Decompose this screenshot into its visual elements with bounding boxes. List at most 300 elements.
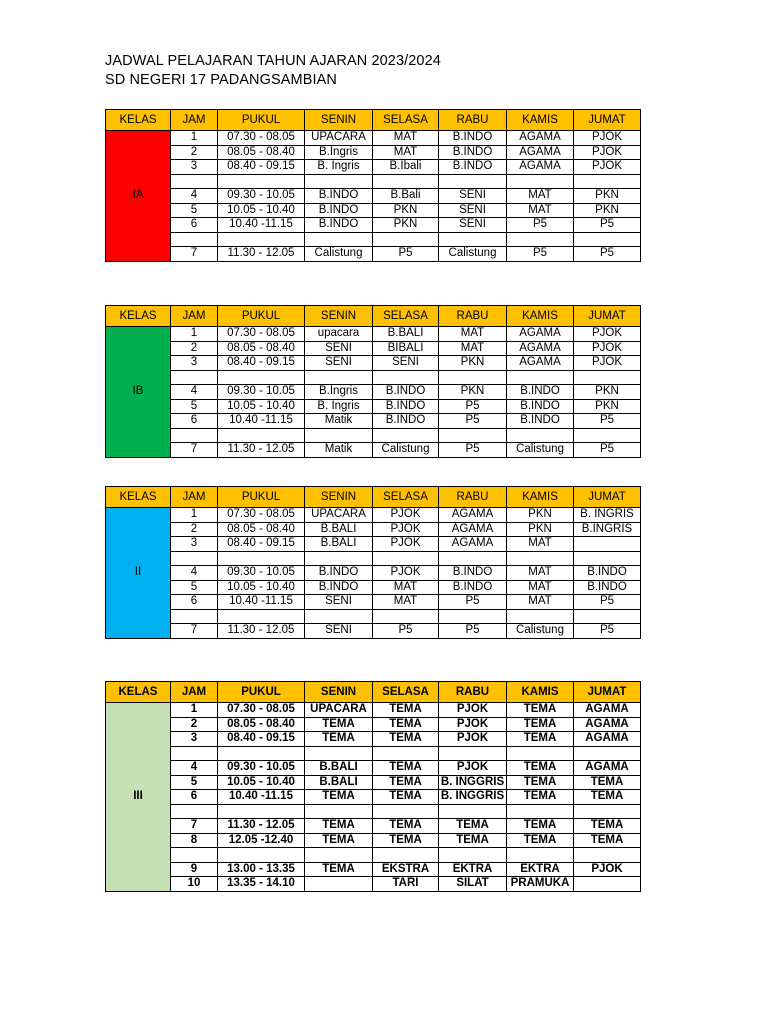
cell-jam xyxy=(171,232,218,247)
cell-jumat: P5 xyxy=(574,595,641,610)
cell-selasa: PKN xyxy=(373,203,439,218)
cell-pukul: 10.05 - 10.40 xyxy=(218,580,305,595)
cell-pukul: 08.40 - 09.15 xyxy=(218,160,305,175)
cell-pukul: 11.30 - 12.05 xyxy=(218,247,305,262)
cell-senin: Calistung xyxy=(305,247,373,262)
cell-rabu: SILAT xyxy=(439,877,507,892)
cell-jam: 5 xyxy=(171,775,218,790)
cell-senin: B.INDO xyxy=(305,189,373,204)
cell-rabu: MAT xyxy=(439,341,507,356)
cell-kamis: P5 xyxy=(507,218,574,233)
cell-rabu: P5 xyxy=(439,624,507,639)
cell-jumat: AGAMA xyxy=(574,717,641,732)
cell-selasa: TARI xyxy=(373,877,439,892)
cell-kamis: MAT xyxy=(507,566,574,581)
column-header-jam: JAM xyxy=(171,682,218,703)
cell-selasa: B.INDO xyxy=(373,399,439,414)
cell-rabu: Calistung xyxy=(439,247,507,262)
cell-jam: 5 xyxy=(171,203,218,218)
cell-senin: UPACARA xyxy=(305,703,373,718)
cell-selasa: Calistung xyxy=(373,443,439,458)
cell-selasa xyxy=(373,232,439,247)
cell-jumat: P5 xyxy=(574,414,641,429)
column-header-senin: SENIN xyxy=(305,682,373,703)
cell-pukul xyxy=(218,551,305,566)
cell-jam: 6 xyxy=(171,414,218,429)
cell-jumat: P5 xyxy=(574,218,641,233)
column-header-pukul: PUKUL xyxy=(218,487,305,508)
cell-senin: B.INDO xyxy=(305,203,373,218)
cell-selasa xyxy=(373,551,439,566)
cell-pukul: 10.05 - 10.40 xyxy=(218,203,305,218)
break-row xyxy=(106,232,641,247)
table-row xyxy=(106,341,641,356)
cell-jumat: P5 xyxy=(574,247,641,262)
cell-rabu xyxy=(439,370,507,385)
cell-pukul: 11.30 - 12.05 xyxy=(218,624,305,639)
table-row xyxy=(106,775,641,790)
cell-jumat xyxy=(574,746,641,761)
cell-senin: B.BALI xyxy=(305,522,373,537)
cell-jam: 3 xyxy=(171,356,218,371)
column-header-jam: JAM xyxy=(171,306,218,327)
cell-pukul xyxy=(218,804,305,819)
cell-kamis: B.INDO xyxy=(507,385,574,400)
table-row xyxy=(106,580,641,595)
cell-rabu: B.INDO xyxy=(439,131,507,146)
cell-jam: 7 xyxy=(171,819,218,834)
cell-selasa: PJOK xyxy=(373,537,439,552)
column-header-jam: JAM xyxy=(171,487,218,508)
table-row xyxy=(106,862,641,877)
cell-rabu xyxy=(439,848,507,863)
cell-pukul: 11.30 - 12.05 xyxy=(218,819,305,834)
cell-selasa xyxy=(373,428,439,443)
cell-jumat xyxy=(574,174,641,189)
cell-kamis: AGAMA xyxy=(507,145,574,160)
cell-jam: 3 xyxy=(171,732,218,747)
cell-rabu: TEMA xyxy=(439,833,507,848)
cell-jam xyxy=(171,609,218,624)
cell-selasa: B.Ibali xyxy=(373,160,439,175)
cell-rabu: SENI xyxy=(439,203,507,218)
cell-jam: 4 xyxy=(171,761,218,776)
cell-jumat: AGAMA xyxy=(574,732,641,747)
header-row xyxy=(106,110,641,131)
cell-kamis xyxy=(507,804,574,819)
cell-jam: 2 xyxy=(171,717,218,732)
break-row xyxy=(106,848,641,863)
cell-selasa: MAT xyxy=(373,595,439,610)
table-row xyxy=(106,508,641,523)
cell-jam: 6 xyxy=(171,595,218,610)
cell-selasa xyxy=(373,370,439,385)
column-header-kamis: KAMIS xyxy=(507,682,574,703)
cell-senin xyxy=(305,848,373,863)
table-row xyxy=(106,203,641,218)
table-row xyxy=(106,356,641,371)
cell-jam xyxy=(171,746,218,761)
kelas-cell: II xyxy=(106,508,171,639)
cell-senin: B. Ingris xyxy=(305,160,373,175)
column-header-kelas: KELAS xyxy=(106,306,171,327)
cell-jam: 2 xyxy=(171,145,218,160)
cell-kamis: P5 xyxy=(507,247,574,262)
table-row xyxy=(106,761,641,776)
break-row xyxy=(106,746,641,761)
cell-selasa xyxy=(373,804,439,819)
cell-jumat: TEMA xyxy=(574,790,641,805)
cell-rabu: PJOK xyxy=(439,703,507,718)
table-row xyxy=(106,145,641,160)
break-row xyxy=(106,551,641,566)
cell-senin: B.INDO xyxy=(305,566,373,581)
document-title xyxy=(105,52,441,90)
cell-jumat xyxy=(574,551,641,566)
cell-senin: UPACARA xyxy=(305,508,373,523)
cell-kamis xyxy=(507,428,574,443)
cell-senin xyxy=(305,174,373,189)
break-row xyxy=(106,174,641,189)
cell-pukul xyxy=(218,174,305,189)
cell-senin: B.INDO xyxy=(305,218,373,233)
column-header-selasa: SELASA xyxy=(373,306,439,327)
cell-kamis: TEMA xyxy=(507,775,574,790)
cell-kamis: MAT xyxy=(507,580,574,595)
cell-jumat: PKN xyxy=(574,189,641,204)
cell-kamis xyxy=(507,370,574,385)
column-header-senin: SENIN xyxy=(305,306,373,327)
column-header-kamis: KAMIS xyxy=(507,306,574,327)
table-row xyxy=(106,595,641,610)
table-row xyxy=(106,327,641,342)
cell-pukul xyxy=(218,428,305,443)
cell-pukul: 07.30 - 08.05 xyxy=(218,131,305,146)
cell-jam: 4 xyxy=(171,189,218,204)
column-header-selasa: SELASA xyxy=(373,110,439,131)
cell-kamis: Calistung xyxy=(507,443,574,458)
cell-selasa: TEMA xyxy=(373,833,439,848)
cell-selasa: EKSTRA xyxy=(373,862,439,877)
column-header-jumat: JUMAT xyxy=(574,682,641,703)
cell-rabu: SENI xyxy=(439,218,507,233)
cell-senin: upacara xyxy=(305,327,373,342)
cell-jumat: PKN xyxy=(574,203,641,218)
column-header-selasa: SELASA xyxy=(373,487,439,508)
cell-kamis xyxy=(507,609,574,624)
cell-pukul: 08.40 - 09.15 xyxy=(218,356,305,371)
cell-jam xyxy=(171,551,218,566)
cell-selasa: PJOK xyxy=(373,566,439,581)
cell-jumat: PJOK xyxy=(574,160,641,175)
cell-jumat: PJOK xyxy=(574,131,641,146)
cell-pukul: 08.40 - 09.15 xyxy=(218,732,305,747)
cell-jam: 3 xyxy=(171,160,218,175)
cell-selasa: TEMA xyxy=(373,819,439,834)
cell-selasa xyxy=(373,746,439,761)
cell-selasa: TEMA xyxy=(373,775,439,790)
cell-rabu: MAT xyxy=(439,327,507,342)
cell-jumat: PJOK xyxy=(574,145,641,160)
column-header-senin: SENIN xyxy=(305,110,373,131)
cell-jam: 1 xyxy=(171,703,218,718)
cell-jumat: P5 xyxy=(574,443,641,458)
schedule-table-ib xyxy=(105,305,641,458)
schedule-table-ia xyxy=(105,109,641,262)
cell-rabu: P5 xyxy=(439,399,507,414)
cell-rabu: B.INDO xyxy=(439,145,507,160)
cell-rabu: P5 xyxy=(439,595,507,610)
cell-senin: TEMA xyxy=(305,717,373,732)
cell-pukul: 09.30 - 10.05 xyxy=(218,761,305,776)
cell-kamis: TEMA xyxy=(507,761,574,776)
cell-senin: SENI xyxy=(305,341,373,356)
column-header-pukul: PUKUL xyxy=(218,110,305,131)
cell-pukul: 13.00 - 13.35 xyxy=(218,862,305,877)
cell-senin: B.INDO xyxy=(305,580,373,595)
cell-pukul: 10.40 -11.15 xyxy=(218,595,305,610)
cell-kamis: AGAMA xyxy=(507,327,574,342)
cell-jam: 2 xyxy=(171,522,218,537)
cell-jumat xyxy=(574,537,641,552)
cell-selasa: MAT xyxy=(373,580,439,595)
cell-selasa: P5 xyxy=(373,624,439,639)
cell-jam: 1 xyxy=(171,327,218,342)
cell-senin: B. Ingris xyxy=(305,399,373,414)
table-row xyxy=(106,624,641,639)
cell-senin: SENI xyxy=(305,624,373,639)
cell-senin xyxy=(305,804,373,819)
cell-jumat: TEMA xyxy=(574,775,641,790)
cell-jam: 3 xyxy=(171,537,218,552)
cell-kamis: TEMA xyxy=(507,732,574,747)
cell-pukul xyxy=(218,609,305,624)
header-row xyxy=(106,487,641,508)
cell-jam: 7 xyxy=(171,624,218,639)
cell-kamis: B.INDO xyxy=(507,414,574,429)
cell-rabu xyxy=(439,746,507,761)
cell-jumat xyxy=(574,609,641,624)
cell-rabu: PKN xyxy=(439,356,507,371)
cell-kamis: MAT xyxy=(507,203,574,218)
cell-jam: 4 xyxy=(171,385,218,400)
cell-pukul: 10.05 - 10.40 xyxy=(218,775,305,790)
cell-pukul: 07.30 - 08.05 xyxy=(218,703,305,718)
cell-jumat: PKN xyxy=(574,399,641,414)
cell-kamis xyxy=(507,848,574,863)
cell-kamis: TEMA xyxy=(507,833,574,848)
cell-rabu xyxy=(439,804,507,819)
table-row xyxy=(106,833,641,848)
cell-jam: 2 xyxy=(171,341,218,356)
cell-kamis: AGAMA xyxy=(507,131,574,146)
cell-pukul xyxy=(218,848,305,863)
cell-selasa: P5 xyxy=(373,247,439,262)
column-header-kelas: KELAS xyxy=(106,682,171,703)
cell-kamis: PKN xyxy=(507,522,574,537)
cell-senin: Matik xyxy=(305,443,373,458)
cell-rabu: P5 xyxy=(439,414,507,429)
cell-senin: B.BALI xyxy=(305,761,373,776)
cell-selasa: SENI xyxy=(373,356,439,371)
cell-pukul: 08.05 - 08.40 xyxy=(218,341,305,356)
cell-kamis: TEMA xyxy=(507,717,574,732)
cell-pukul: 08.40 - 09.15 xyxy=(218,537,305,552)
cell-pukul xyxy=(218,370,305,385)
cell-senin xyxy=(305,746,373,761)
cell-kamis xyxy=(507,746,574,761)
cell-jumat: TEMA xyxy=(574,833,641,848)
cell-rabu: B.INDO xyxy=(439,566,507,581)
column-header-jumat: JUMAT xyxy=(574,110,641,131)
schedule-table-ii xyxy=(105,486,641,639)
column-header-pukul: PUKUL xyxy=(218,306,305,327)
cell-rabu: PKN xyxy=(439,385,507,400)
cell-jumat xyxy=(574,877,641,892)
cell-jam: 10 xyxy=(171,877,218,892)
cell-pukul: 08.05 - 08.40 xyxy=(218,717,305,732)
title-line-1: JADWAL PELAJARAN TAHUN AJARAN 2023/2024 xyxy=(105,53,441,69)
cell-rabu: B. INGGRIS xyxy=(439,775,507,790)
table-row xyxy=(106,247,641,262)
cell-selasa: B.INDO xyxy=(373,414,439,429)
cell-senin: SENI xyxy=(305,356,373,371)
table-row xyxy=(106,537,641,552)
cell-rabu xyxy=(439,174,507,189)
cell-jumat xyxy=(574,848,641,863)
column-header-rabu: RABU xyxy=(439,487,507,508)
cell-rabu: AGAMA xyxy=(439,537,507,552)
cell-jam: 1 xyxy=(171,131,218,146)
cell-rabu: B.INDO xyxy=(439,580,507,595)
cell-kamis: MAT xyxy=(507,189,574,204)
cell-kamis: Calistung xyxy=(507,624,574,639)
cell-selasa: TEMA xyxy=(373,761,439,776)
cell-selasa: TEMA xyxy=(373,732,439,747)
kelas-cell: IB xyxy=(106,327,171,458)
cell-rabu: PJOK xyxy=(439,717,507,732)
schedule-table-iii xyxy=(105,681,641,892)
cell-jam xyxy=(171,428,218,443)
cell-senin: UPACARA xyxy=(305,131,373,146)
cell-selasa: TEMA xyxy=(373,703,439,718)
cell-rabu: B.INDO xyxy=(439,160,507,175)
cell-pukul xyxy=(218,746,305,761)
cell-jumat: AGAMA xyxy=(574,703,641,718)
cell-selasa: B.BALI xyxy=(373,327,439,342)
cell-pukul: 12.05 -12.40 xyxy=(218,833,305,848)
cell-jumat: PJOK xyxy=(574,327,641,342)
cell-jumat: B.INDO xyxy=(574,580,641,595)
column-header-selasa: SELASA xyxy=(373,682,439,703)
cell-rabu: PJOK xyxy=(439,761,507,776)
table-row xyxy=(106,877,641,892)
cell-pukul: 10.40 -11.15 xyxy=(218,414,305,429)
cell-kamis: TEMA xyxy=(507,790,574,805)
cell-kamis: AGAMA xyxy=(507,160,574,175)
cell-selasa xyxy=(373,609,439,624)
table-row xyxy=(106,703,641,718)
cell-senin: B.Ingris xyxy=(305,145,373,160)
table-row xyxy=(106,443,641,458)
cell-rabu: TEMA xyxy=(439,819,507,834)
table-row xyxy=(106,717,641,732)
cell-jumat: B. INGRIS xyxy=(574,508,641,523)
table-row xyxy=(106,399,641,414)
cell-jumat: B.INGRIS xyxy=(574,522,641,537)
column-header-rabu: RABU xyxy=(439,306,507,327)
cell-jam: 7 xyxy=(171,247,218,262)
cell-jumat xyxy=(574,804,641,819)
cell-selasa: B.Bali xyxy=(373,189,439,204)
break-row xyxy=(106,609,641,624)
column-header-kamis: KAMIS xyxy=(507,110,574,131)
cell-jumat: PJOK xyxy=(574,862,641,877)
cell-kamis: AGAMA xyxy=(507,341,574,356)
cell-selasa xyxy=(373,174,439,189)
cell-senin: Matik xyxy=(305,414,373,429)
kelas-cell: III xyxy=(106,703,171,892)
cell-jam: 6 xyxy=(171,790,218,805)
cell-kamis: B.INDO xyxy=(507,399,574,414)
cell-jumat: TEMA xyxy=(574,819,641,834)
cell-rabu: AGAMA xyxy=(439,508,507,523)
column-header-kelas: KELAS xyxy=(106,110,171,131)
cell-senin: TEMA xyxy=(305,790,373,805)
header-row xyxy=(106,306,641,327)
cell-jam xyxy=(171,174,218,189)
cell-jumat: B.INDO xyxy=(574,566,641,581)
cell-rabu xyxy=(439,232,507,247)
cell-jumat xyxy=(574,232,641,247)
cell-senin: TEMA xyxy=(305,833,373,848)
cell-jam: 8 xyxy=(171,833,218,848)
cell-jumat: AGAMA xyxy=(574,761,641,776)
cell-pukul: 09.30 - 10.05 xyxy=(218,566,305,581)
cell-pukul: 10.40 -11.15 xyxy=(218,218,305,233)
cell-jam xyxy=(171,370,218,385)
cell-jam: 9 xyxy=(171,862,218,877)
cell-senin: SENI xyxy=(305,595,373,610)
cell-senin xyxy=(305,232,373,247)
table-row xyxy=(106,385,641,400)
cell-rabu: AGAMA xyxy=(439,522,507,537)
cell-pukul: 09.30 - 10.05 xyxy=(218,189,305,204)
cell-selasa: MAT xyxy=(373,131,439,146)
break-row xyxy=(106,428,641,443)
cell-pukul: 13.35 - 14.10 xyxy=(218,877,305,892)
cell-jam xyxy=(171,848,218,863)
cell-pukul: 07.30 - 08.05 xyxy=(218,327,305,342)
column-header-pukul: PUKUL xyxy=(218,682,305,703)
cell-pukul: 11.30 - 12.05 xyxy=(218,443,305,458)
header-row xyxy=(106,682,641,703)
table-row xyxy=(106,131,641,146)
cell-senin xyxy=(305,428,373,443)
break-row xyxy=(106,804,641,819)
cell-jumat: PJOK xyxy=(574,356,641,371)
cell-kamis xyxy=(507,232,574,247)
table-row xyxy=(106,189,641,204)
cell-selasa: B.INDO xyxy=(373,385,439,400)
table-row xyxy=(106,218,641,233)
cell-rabu: B. INGGRIS xyxy=(439,790,507,805)
cell-kamis: EKTRA xyxy=(507,862,574,877)
cell-jumat xyxy=(574,428,641,443)
cell-senin xyxy=(305,551,373,566)
column-header-jumat: JUMAT xyxy=(574,306,641,327)
cell-rabu: PJOK xyxy=(439,732,507,747)
